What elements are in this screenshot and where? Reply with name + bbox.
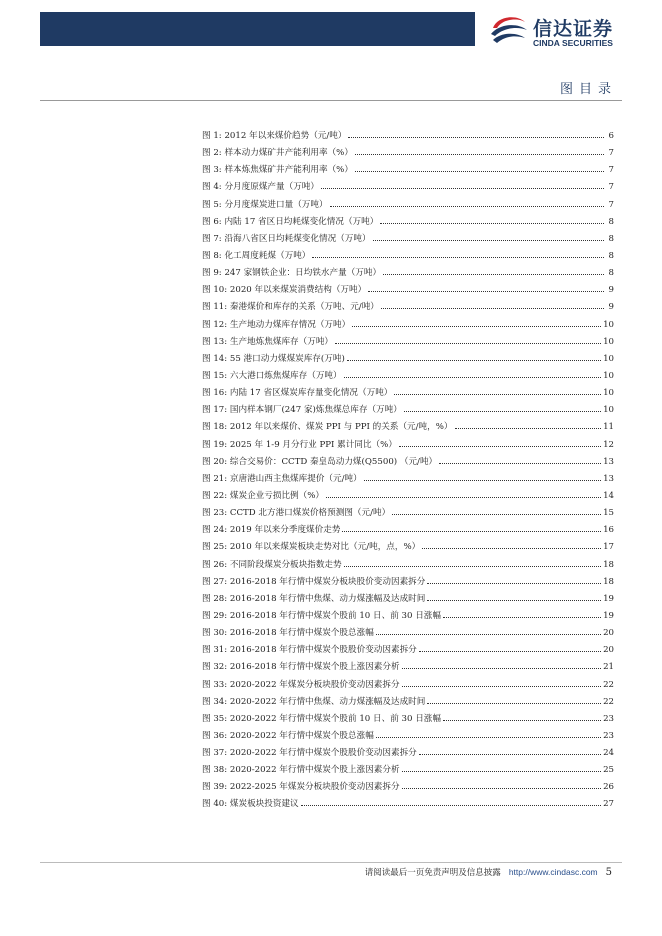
toc-entry-label: 图 10: <box>202 285 228 296</box>
toc-leader-dots <box>373 229 604 241</box>
toc-leader-dots <box>348 126 604 138</box>
toc-entry[interactable] <box>202 503 614 520</box>
toc-entry-page[interactable]: 8 <box>608 250 614 261</box>
toc-entry[interactable] <box>202 212 614 229</box>
toc-leader-dots <box>402 675 601 687</box>
toc-entry-title[interactable]: 秦港煤价和库存的关系（万吨、元/吨） <box>229 302 379 313</box>
toc-entry-title[interactable]: 55 港口动力煤煤炭库存(万吨) <box>229 353 345 364</box>
toc-entry-title[interactable]: 2019 年以来分季度煤价走势 <box>229 525 341 536</box>
toc-leader-dots <box>392 503 601 515</box>
toc-entry-label: 图 31: <box>202 645 228 656</box>
toc-entry-page[interactable]: 19 <box>603 610 614 621</box>
toc-entry-label: 图 2: <box>202 148 222 159</box>
toc-entry-page[interactable]: 8 <box>608 216 614 227</box>
toc-entry[interactable] <box>202 332 614 349</box>
toc-leader-dots <box>352 315 601 327</box>
toc-entry-label: 图 23: <box>202 508 228 519</box>
toc-entry-label: 图 25: <box>202 542 228 553</box>
toc-entry-title[interactable]: 2016-2018 年行情中煤炭个股上涨因素分析 <box>229 662 400 673</box>
toc-entry-title[interactable]: 2020-2022 年行情中煤炭个股上涨因素分析 <box>229 765 400 776</box>
toc-leader-dots <box>419 640 601 652</box>
toc-entry-title[interactable]: 煤炭企业亏损比例（%） <box>229 490 324 501</box>
toc-entry-page[interactable]: 8 <box>608 233 614 244</box>
toc-leader-dots <box>380 212 604 224</box>
footer-divider <box>40 862 622 863</box>
page-number: 5 <box>605 867 612 878</box>
toc-entry-title[interactable]: 2025 年 1-9 月分行业 PPI 累计同比（%） <box>229 439 397 450</box>
toc-entry-title[interactable]: 2020-2022 年行情中煤炭个股总涨幅 <box>229 730 374 741</box>
toc-leader-dots <box>402 760 601 772</box>
toc-entry-page[interactable]: 23 <box>603 713 614 724</box>
toc-entry-title[interactable]: 样本炼焦煤矿井产能利用率（%） <box>224 165 353 176</box>
brand-logo <box>487 8 637 52</box>
toc-entry-label: 图 21: <box>202 473 228 484</box>
toc-entry-label: 图 34: <box>202 696 228 707</box>
toc-leader-dots <box>422 537 601 549</box>
toc-leader-dots <box>381 297 604 309</box>
toc-entry-title[interactable]: 2010 年以来煤炭板块走势对比（元/吨，点，%） <box>229 542 421 553</box>
toc-leader-dots <box>321 177 604 189</box>
toc-entry-label: 图 32: <box>202 662 228 673</box>
toc-leader-dots <box>344 366 601 378</box>
toc-entry-page[interactable]: 20 <box>603 645 614 656</box>
toc-entry-page[interactable]: 15 <box>603 508 614 519</box>
toc-entry[interactable] <box>202 246 614 263</box>
brand-name-en: CINDA SECURITIES <box>533 38 613 48</box>
toc-leader-dots <box>383 263 604 275</box>
toc-entry-page[interactable]: 17 <box>603 542 614 553</box>
toc-entry-title[interactable]: 内陆 17 省区煤炭库存量变化情况（万吨） <box>229 388 393 399</box>
toc-entry-title[interactable]: 2022-2025 年煤炭分板块股价变动因素拆分 <box>229 782 400 793</box>
toc-entry-label: 图 35: <box>202 713 228 724</box>
toc-entry[interactable] <box>202 452 614 469</box>
toc-entry-label: 图 16: <box>202 388 228 399</box>
toc-entry-title[interactable]: 2012 年以来煤价、煤炭 PPI 与 PPI 的关系（元/吨，%） <box>229 422 453 433</box>
toc-entry[interactable] <box>202 572 614 589</box>
toc-entry-label: 图 7: <box>202 233 222 244</box>
toc-entry-page[interactable]: 7 <box>608 165 614 176</box>
toc-leader-dots <box>364 469 601 481</box>
toc-entry[interactable] <box>202 349 614 366</box>
toc-entry-title[interactable]: 分月度煤炭进口量（万吨） <box>224 199 328 210</box>
toc-entry-title[interactable]: 沿海八省区日均耗煤变化情况（万吨） <box>224 233 371 244</box>
toc-entry[interactable] <box>202 537 614 554</box>
title-divider <box>40 100 622 101</box>
toc-leader-dots <box>404 400 601 412</box>
toc-leader-dots <box>330 195 604 207</box>
toc-leader-dots <box>312 246 604 258</box>
toc-entry-title[interactable]: 2020-2022 年行情中煤炭个股股价变动因素拆分 <box>229 748 417 759</box>
toc-entry-page[interactable]: 6 <box>608 131 614 141</box>
toc-entry-label: 图 6: <box>202 216 222 227</box>
toc-entry-page[interactable]: 23 <box>603 730 614 741</box>
toc-entry[interactable] <box>202 297 614 314</box>
toc-entry-page[interactable]: 9 <box>608 302 614 313</box>
toc-entry[interactable] <box>202 743 614 760</box>
toc-leader-dots <box>427 572 601 584</box>
toc-entry-title[interactable]: 内陆 17 省区日均耗煤变化情况（万吨） <box>224 216 379 227</box>
toc-leader-dots <box>439 452 601 464</box>
toc-entry-title[interactable]: 六大港口炼焦煤库存（万吨） <box>229 370 342 381</box>
toc-entry-label: 图 26: <box>202 559 228 570</box>
toc-leader-dots <box>335 332 601 344</box>
toc-entry[interactable] <box>202 486 614 503</box>
toc-entry-page[interactable]: 7 <box>608 199 614 210</box>
toc-entry-page[interactable]: 10 <box>603 388 614 399</box>
toc-entry-page[interactable]: 18 <box>603 559 614 570</box>
toc-entry[interactable] <box>202 177 614 194</box>
toc-leader-dots <box>455 417 602 429</box>
toc-entry-label: 图 5: <box>202 199 222 210</box>
toc-entry[interactable] <box>202 777 614 794</box>
toc-entry[interactable] <box>202 126 614 143</box>
toc-entry-page[interactable]: 13 <box>603 473 614 484</box>
toc-entry[interactable] <box>202 520 614 537</box>
toc-entry-title[interactable]: 2016-2018 年行情中煤炭个股股价变动因素拆分 <box>229 645 417 656</box>
toc-entry-label: 图 22: <box>202 490 228 501</box>
toc-entry-title[interactable]: 2020-2022 年行情中焦煤、动力煤涨幅及达成时间 <box>229 696 426 707</box>
toc-entry[interactable] <box>202 263 614 280</box>
toc-leader-dots <box>355 143 604 155</box>
toc-entry-page[interactable]: 26 <box>603 782 614 793</box>
figure-table-of-contents <box>202 126 614 812</box>
toc-entry-title[interactable]: 国内样本钢厂(247 家)炼焦煤总库存（万吨） <box>229 405 402 416</box>
toc-entry-page[interactable]: 10 <box>603 319 614 330</box>
toc-entry-label: 图 20: <box>202 456 228 467</box>
toc-entry-title[interactable]: 2012 年以来煤价趋势（元/吨） <box>224 131 347 141</box>
toc-entry[interactable] <box>202 640 614 657</box>
toc-entry-page[interactable]: 19 <box>603 593 614 604</box>
toc-entry-label: 图 3: <box>202 165 222 176</box>
toc-entry-label: 图 40: <box>202 799 228 810</box>
toc-entry-label: 图 30: <box>202 628 228 639</box>
toc-leader-dots <box>347 349 601 361</box>
toc-entry-title[interactable]: 2020-2022 年行情中煤炭个股前 10 日、前 30 日涨幅 <box>229 713 441 724</box>
toc-entry-title[interactable]: 2020-2022 年煤炭分板块股价变动因素拆分 <box>229 679 400 690</box>
toc-entry-label: 图 38: <box>202 765 228 776</box>
toc-entry-label: 图 28: <box>202 593 228 604</box>
toc-leader-dots <box>376 726 601 738</box>
toc-entry-label: 图 17: <box>202 405 228 416</box>
toc-entry[interactable] <box>202 195 614 212</box>
toc-entry-page[interactable]: 7 <box>608 148 614 159</box>
toc-entry-title[interactable]: 不同阶段煤炭分板块指数走势 <box>229 559 342 570</box>
toc-entry[interactable] <box>202 469 614 486</box>
toc-entry-title[interactable]: 2016-2018 年行情中煤炭分板块股价变动因素拆分 <box>229 576 426 587</box>
toc-entry[interactable] <box>202 555 614 572</box>
toc-entry-title[interactable]: CCTD 北方港口煤炭价格预测图（元/吨） <box>229 508 391 519</box>
toc-entry-page[interactable]: 21 <box>603 662 614 673</box>
toc-entry-page[interactable]: 14 <box>603 490 614 501</box>
toc-leader-dots <box>427 692 601 704</box>
toc-leader-dots <box>301 794 601 806</box>
toc-entry-page[interactable]: 22 <box>603 696 614 707</box>
toc-entry-page[interactable]: 8 <box>608 268 614 279</box>
toc-leader-dots <box>326 486 601 498</box>
toc-entry[interactable] <box>202 726 614 743</box>
toc-entry-label: 图 37: <box>202 748 228 759</box>
toc-entry-label: 图 39: <box>202 782 228 793</box>
toc-entry-title[interactable]: 样本动力煤矿井产能利用率（%） <box>224 148 353 159</box>
toc-leader-dots <box>355 160 604 172</box>
toc-entry-label: 图 18: <box>202 422 228 433</box>
toc-entry-title[interactable]: 京唐港山西主焦煤库提价（元/吨） <box>229 473 362 484</box>
toc-entry-title[interactable]: 综合交易价：CCTD 秦皇岛动力煤(Q5500) （元/吨） <box>229 456 438 467</box>
toc-leader-dots <box>402 657 601 669</box>
toc-entry-label: 图 8: <box>202 250 222 261</box>
toc-entry[interactable] <box>202 280 614 297</box>
toc-entry-label: 图 36: <box>202 730 228 741</box>
toc-entry-label: 图 14: <box>202 353 228 364</box>
toc-entry-page[interactable]: 24 <box>603 748 614 759</box>
toc-entry[interactable] <box>202 229 614 246</box>
toc-entry-title[interactable]: 247 家钢铁企业：日均铁水产量（万吨） <box>224 268 382 279</box>
toc-entry-page[interactable]: 7 <box>608 182 614 193</box>
toc-entry[interactable] <box>202 623 614 640</box>
brand-name-cn: 信达证券 <box>533 18 614 40</box>
toc-entry-page[interactable]: 12 <box>603 439 614 450</box>
toc-entry[interactable] <box>202 315 614 332</box>
toc-entry-page[interactable]: 9 <box>608 285 614 296</box>
toc-entry[interactable] <box>202 417 614 434</box>
page-title: 图目录 <box>560 82 618 97</box>
page-footer <box>365 866 612 878</box>
toc-entry[interactable] <box>202 589 614 606</box>
header-band <box>40 12 475 46</box>
toc-entry[interactable] <box>202 383 614 400</box>
toc-entry-page[interactable]: 10 <box>603 353 614 364</box>
toc-leader-dots <box>342 520 601 532</box>
toc-leader-dots <box>376 623 601 635</box>
toc-leader-dots <box>427 589 601 601</box>
toc-leader-dots <box>402 777 601 789</box>
toc-entry-title[interactable]: 2016-2018 年行情中煤炭个股总涨幅 <box>229 628 374 639</box>
toc-entry-title[interactable]: 化工周度耗煤（万吨） <box>224 250 311 261</box>
toc-entry-page[interactable]: 27 <box>603 799 614 810</box>
toc-entry-page[interactable]: 10 <box>603 336 614 347</box>
toc-entry[interactable] <box>202 675 614 692</box>
toc-entry[interactable] <box>202 366 614 383</box>
toc-leader-dots <box>399 435 601 447</box>
toc-entry[interactable] <box>202 794 614 811</box>
toc-entry-label: 图 27: <box>202 576 228 587</box>
toc-entry-label: 图 9: <box>202 268 222 279</box>
toc-entry-label: 图 15: <box>202 370 228 381</box>
toc-entry[interactable] <box>202 435 614 452</box>
toc-leader-dots <box>443 606 601 618</box>
toc-entry[interactable] <box>202 160 614 177</box>
toc-leader-dots <box>344 555 601 567</box>
toc-entry-page[interactable]: 10 <box>603 370 614 381</box>
toc-entry-label: 图 4: <box>202 182 222 193</box>
toc-entry[interactable] <box>202 606 614 623</box>
toc-entry-label: 图 12: <box>202 319 228 330</box>
toc-entry-label: 图 33: <box>202 679 228 690</box>
footer-disclaimer[interactable]: 请阅读最后一页免责声明及信息披露 <box>364 868 501 878</box>
toc-leader-dots <box>443 709 601 721</box>
toc-entry-label: 图 29: <box>202 610 228 621</box>
toc-entry-title[interactable]: 生产地动力煤库存情况（万吨） <box>229 319 351 330</box>
footer-url-link[interactable]: http://www.cindasc.com <box>508 867 598 877</box>
toc-entry-title[interactable]: 分月度原煤产量（万吨） <box>224 182 319 193</box>
toc-entry-title[interactable]: 2020 年以来煤炭消费结构（万吨） <box>229 285 367 296</box>
toc-entry-page[interactable]: 10 <box>603 405 614 416</box>
toc-leader-dots <box>419 743 601 755</box>
toc-entry-title[interactable]: 煤炭板块投资建议 <box>229 799 299 810</box>
toc-entry-page[interactable]: 18 <box>603 576 614 587</box>
toc-entry-title[interactable]: 2016-2018 年行情中焦煤、动力煤涨幅及达成时间 <box>229 593 426 604</box>
toc-entry-label: 图 1: <box>202 131 222 141</box>
toc-entry-label: 图 11: <box>202 302 228 313</box>
toc-leader-dots <box>394 383 601 395</box>
toc-entry-label: 图 13: <box>202 336 228 347</box>
toc-entry-page[interactable]: 16 <box>603 525 614 536</box>
toc-leader-dots <box>368 280 604 292</box>
toc-entry[interactable] <box>202 709 614 726</box>
toc-entry-page[interactable]: 11 <box>603 422 614 433</box>
toc-entry-label: 图 19: <box>202 439 228 450</box>
cinda-logo-icon <box>487 10 529 50</box>
toc-entry-page[interactable]: 22 <box>603 679 614 690</box>
toc-entry-title[interactable]: 生产地炼焦煤库存（万吨） <box>229 336 334 347</box>
toc-entry-page[interactable]: 25 <box>603 765 614 776</box>
toc-entry[interactable] <box>202 400 614 417</box>
toc-entry[interactable] <box>202 143 614 160</box>
toc-entry-page[interactable]: 20 <box>603 628 614 639</box>
toc-entry[interactable] <box>202 692 614 709</box>
toc-entry-label: 图 24: <box>202 525 228 536</box>
toc-entry[interactable] <box>202 760 614 777</box>
toc-entry-page[interactable]: 13 <box>603 456 614 467</box>
toc-entry[interactable] <box>202 657 614 674</box>
toc-entry-title[interactable]: 2016-2018 年行情中煤炭个股前 10 日、前 30 日涨幅 <box>229 610 441 621</box>
